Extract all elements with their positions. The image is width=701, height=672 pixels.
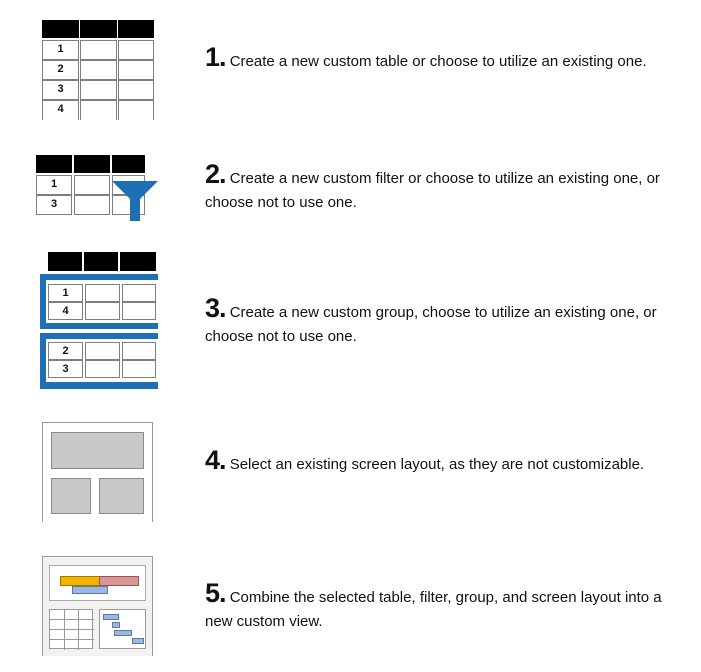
row-label: 1 — [42, 40, 79, 60]
step-number: 5. — [205, 578, 226, 608]
step-4-text — [205, 445, 665, 477]
step-description: Create a new custom filter or choose to utilize an existing one, or choose not to use one. — [205, 170, 660, 211]
gantt-bar — [114, 630, 132, 636]
row-label: 3 — [48, 360, 83, 378]
view-grid-pane — [49, 609, 93, 649]
step-number: 2. — [205, 159, 226, 189]
screen-layout-icon — [42, 422, 153, 522]
layout-bottom-right-pane — [99, 478, 144, 514]
row-label: 2 — [48, 342, 83, 360]
group-icon — [40, 252, 158, 389]
funnel-icon — [112, 181, 158, 221]
step-3-text — [205, 293, 665, 349]
gantt-bar — [60, 576, 100, 586]
step-5-text — [205, 578, 665, 634]
row-label: 4 — [42, 100, 79, 120]
step-number: 1. — [205, 42, 226, 72]
step-description: Create a new custom table or choose to utilize an existing one. — [229, 53, 647, 70]
row-label: 2 — [42, 60, 79, 80]
step-description: Select an existing screen layout, as they are not customizable. — [229, 456, 645, 473]
row-label: 3 — [42, 80, 79, 100]
row-label: 1 — [48, 284, 83, 302]
gantt-bar — [103, 614, 119, 620]
view-top-pane — [49, 565, 146, 601]
step-number: 4. — [205, 445, 226, 475]
gantt-bar — [112, 622, 120, 628]
layout-top-pane — [51, 432, 144, 469]
step-1-text — [205, 42, 665, 74]
gantt-bar — [99, 576, 139, 586]
filter-icon — [36, 155, 161, 220]
step-number: 3. — [205, 293, 226, 323]
step-2-text — [205, 159, 665, 215]
custom-view-icon — [42, 556, 153, 656]
table-icon — [42, 20, 154, 120]
step-description: Create a new custom group, choose to utilize an existing one, or choose not to use one. — [205, 304, 657, 345]
gantt-bar — [72, 586, 108, 594]
row-label: 1 — [36, 175, 72, 195]
gantt-bar — [132, 638, 144, 644]
view-chart-pane — [99, 609, 146, 649]
row-label: 4 — [48, 302, 83, 320]
layout-bottom-left-pane — [51, 478, 91, 514]
row-label: 3 — [36, 195, 72, 215]
step-description: Combine the selected table, filter, group, and screen layout into a new custom view. — [205, 589, 662, 630]
